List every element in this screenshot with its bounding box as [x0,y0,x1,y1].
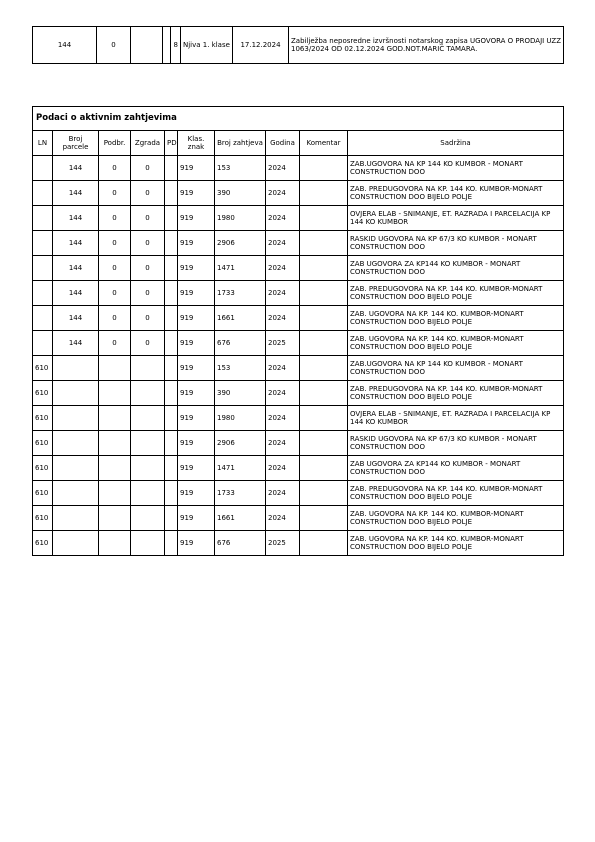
cell-building: 0 [131,256,165,281]
cell-ln [33,181,53,206]
cell-request-number: 1980 [215,406,266,431]
cell-year: 2024 [266,431,300,456]
cell-request-number: 153 [215,356,266,381]
cell-ln: 610 [33,406,53,431]
cell-content: RASKID UGOVORA NA KP 67/3 KO KUMBOR - MONART CONSTRUCTION DOO [348,231,564,256]
cell-pd [165,356,178,381]
cell-klas: 919 [178,381,215,406]
cell-request-number: 1661 [215,306,266,331]
parcel-summary-row [33,27,564,64]
summary-culture: Njiva 1. klase [181,27,233,64]
summary-empty [163,27,171,64]
cell-sub: 0 [99,331,131,356]
cell-pd [165,231,178,256]
header-ln: LN [33,131,53,156]
cell-year: 2024 [266,456,300,481]
cell-sub [99,406,131,431]
cell-ln [33,281,53,306]
cell-comment [300,281,348,306]
cell-building [131,506,165,531]
cell-comment [300,156,348,181]
cell-klas: 919 [178,281,215,306]
table-row [33,281,564,306]
table-row [33,406,564,431]
cell-klas: 919 [178,206,215,231]
section-title: Podaci o aktivnim zahtjevima [32,106,564,130]
cell-pd [165,306,178,331]
cell-klas: 919 [178,256,215,281]
cell-pd [165,381,178,406]
table-row [33,506,564,531]
cell-content: ZAB.UGOVORA NA KP 144 KO KUMBOR - MONART CONSTRUCTION DOO [348,156,564,181]
cell-pd [165,531,178,556]
cell-comment [300,431,348,456]
cell-year: 2024 [266,381,300,406]
cell-sub: 0 [99,306,131,331]
cell-comment [300,306,348,331]
table-row [33,331,564,356]
header-sub: Podbr. [99,131,131,156]
cell-parcel: 144 [53,231,99,256]
cell-klas: 919 [178,356,215,381]
cell-ln: 610 [33,431,53,456]
cell-pd [165,506,178,531]
cell-content: ZAB. PREDUGOVORA NA KP. 144 KO. KUMBOR-MONART CONSTRUCTION DOO BIJELO POLJE [348,281,564,306]
cell-building: 0 [131,281,165,306]
cell-building [131,381,165,406]
cell-ln: 610 [33,356,53,381]
cell-year: 2024 [266,256,300,281]
cell-parcel [53,506,99,531]
cell-comment [300,456,348,481]
cell-comment [300,331,348,356]
cell-request-number: 1980 [215,206,266,231]
cell-comment [300,256,348,281]
cell-sub [99,481,131,506]
cell-pd [165,256,178,281]
cell-klas: 919 [178,481,215,506]
header-parcel: Broj parcele [53,131,99,156]
cell-comment [300,406,348,431]
cell-building: 0 [131,181,165,206]
table-row [33,181,564,206]
cell-request-number: 390 [215,381,266,406]
cell-ln [33,306,53,331]
cell-sub [99,356,131,381]
cell-content: ZAB UGOVORA ZA KP144 KO KUMBOR - MONART CONSTRUCTION DOO [348,256,564,281]
cell-comment [300,481,348,506]
cell-comment [300,231,348,256]
cell-parcel [53,481,99,506]
cell-pd [165,181,178,206]
header-building: Zgrada [131,131,165,156]
cell-parcel: 144 [53,331,99,356]
header-content: Sadržina [348,131,564,156]
cell-year: 2024 [266,156,300,181]
cell-klas: 919 [178,456,215,481]
cell-year: 2024 [266,281,300,306]
cell-pd [165,281,178,306]
header-comment: Komentar [300,131,348,156]
cell-parcel: 144 [53,281,99,306]
cell-content: ZAB.UGOVORA NA KP 144 KO KUMBOR - MONART CONSTRUCTION DOO [348,356,564,381]
cell-year: 2025 [266,531,300,556]
table-row [33,531,564,556]
cell-sub: 0 [99,256,131,281]
cell-comment [300,506,348,531]
cell-year: 2024 [266,306,300,331]
cell-ln: 610 [33,531,53,556]
cell-parcel: 144 [53,206,99,231]
cell-sub: 0 [99,181,131,206]
cell-ln: 610 [33,381,53,406]
cell-ln: 610 [33,456,53,481]
cell-klas: 919 [178,431,215,456]
cell-request-number: 1471 [215,456,266,481]
cell-sub: 0 [99,281,131,306]
cell-ln: 610 [33,506,53,531]
cell-content: ZAB. UGOVORA NA KP. 144 KO. KUMBOR-MONART CONSTRUCTION DOO BIJELO POLJE [348,506,564,531]
cell-content: RASKID UGOVORA NA KP 67/3 KO KUMBOR - MONART CONSTRUCTION DOO [348,431,564,456]
cell-comment [300,206,348,231]
cell-request-number: 390 [215,181,266,206]
cell-ln [33,231,53,256]
cell-year: 2024 [266,206,300,231]
cell-year: 2024 [266,481,300,506]
cell-sub: 0 [99,231,131,256]
cell-year: 2025 [266,331,300,356]
cell-content: ZAB UGOVORA ZA KP144 KO KUMBOR - MONART CONSTRUCTION DOO [348,456,564,481]
cell-ln: 610 [33,481,53,506]
cell-building: 0 [131,331,165,356]
table-row [33,431,564,456]
cell-parcel [53,531,99,556]
cell-parcel: 144 [53,181,99,206]
cell-year: 2024 [266,406,300,431]
cell-year: 2024 [266,506,300,531]
cell-sub [99,531,131,556]
cell-ln [33,156,53,181]
cell-building: 0 [131,156,165,181]
cell-request-number: 676 [215,331,266,356]
header-row [33,131,564,156]
cell-pd [165,456,178,481]
header-pd: PD [165,131,178,156]
cell-klas: 919 [178,306,215,331]
cell-ln [33,206,53,231]
cell-klas: 919 [178,406,215,431]
table-row [33,481,564,506]
cell-sub [99,431,131,456]
cell-comment [300,181,348,206]
cell-building: 0 [131,206,165,231]
cell-building [131,431,165,456]
cell-comment [300,356,348,381]
table-row [33,356,564,381]
cell-parcel: 144 [53,306,99,331]
cell-sub: 0 [99,206,131,231]
summary-parcel: 144 [33,27,97,64]
cell-request-number: 1733 [215,281,266,306]
cell-pd [165,156,178,181]
table-row [33,206,564,231]
cell-content: ZAB. UGOVORA NA KP. 144 KO. KUMBOR-MONART CONSTRUCTION DOO BIJELO POLJE [348,306,564,331]
cell-year: 2024 [266,231,300,256]
table-row [33,156,564,181]
cell-parcel: 144 [53,156,99,181]
parcel-summary-table [32,26,564,64]
cell-klas: 919 [178,331,215,356]
cell-building [131,356,165,381]
cell-request-number: 1471 [215,256,266,281]
cell-content: ZAB. UGOVORA NA KP. 144 KO. KUMBOR-MONART CONSTRUCTION DOO BIJELO POLJE [348,331,564,356]
summary-note: Zabilježba neposredne izvršnosti notarskog zapisa UGOVORA O PRODAJI UZZ 1063/2024 OD 02.12.2024 GOD.NOT.MARIĆ TAMARA. [289,27,564,64]
cell-year: 2024 [266,356,300,381]
cell-sub [99,506,131,531]
cell-parcel [53,406,99,431]
cell-pd [165,206,178,231]
cell-pd [165,481,178,506]
cell-request-number: 2906 [215,431,266,456]
cell-comment [300,531,348,556]
cell-klas: 919 [178,156,215,181]
cell-year: 2024 [266,181,300,206]
table-row [33,456,564,481]
cell-sub: 0 [99,156,131,181]
cell-request-number: 1661 [215,506,266,531]
cell-building [131,406,165,431]
cell-parcel [53,431,99,456]
cell-parcel [53,356,99,381]
summary-sub: 0 [97,27,131,64]
cell-building: 0 [131,231,165,256]
summary-pd: 8 [171,27,181,64]
cell-building [131,531,165,556]
cell-request-number: 2906 [215,231,266,256]
cell-parcel: 144 [53,256,99,281]
cell-ln [33,256,53,281]
table-row [33,231,564,256]
cell-klas: 919 [178,231,215,256]
cell-pd [165,331,178,356]
header-year: Godina [266,131,300,156]
cell-parcel [53,381,99,406]
table-row [33,306,564,331]
active-requests-table [32,130,564,556]
cell-request-number: 153 [215,156,266,181]
cell-request-number: 1733 [215,481,266,506]
summary-date: 17.12.2024 [233,27,289,64]
cell-building [131,481,165,506]
cell-content: ZAB. UGOVORA NA KP. 144 KO. KUMBOR-MONART CONSTRUCTION DOO BIJELO POLJE [348,531,564,556]
table-row [33,381,564,406]
cell-parcel [53,456,99,481]
cell-pd [165,406,178,431]
cell-klas: 919 [178,181,215,206]
summary-building [131,27,163,64]
table-row [33,256,564,281]
header-request-number: Broj zahtjeva [215,131,266,156]
cell-klas: 919 [178,531,215,556]
cell-sub [99,381,131,406]
cell-ln [33,331,53,356]
cell-pd [165,431,178,456]
cell-content: OVJERA ELAB - SNIMANJE, ET. RAZRADA I PARCELACIJA KP 144 KO KUMBOR [348,406,564,431]
header-klas: Klas. znak [178,131,215,156]
cell-sub [99,456,131,481]
cell-content: ZAB. PREDUGOVORA NA KP. 144 KO. KUMBOR-MONART CONSTRUCTION DOO BIJELO POLJE [348,381,564,406]
cell-request-number: 676 [215,531,266,556]
cell-comment [300,381,348,406]
cell-building [131,456,165,481]
cell-content: ZAB. PREDUGOVORA NA KP. 144 KO. KUMBOR-MONART CONSTRUCTION DOO BIJELO POLJE [348,181,564,206]
cell-content: OVJERA ELAB - SNIMANJE, ET. RAZRADA I PARCELACIJA KP 144 KO KUMBOR [348,206,564,231]
cell-building: 0 [131,306,165,331]
cell-klas: 919 [178,506,215,531]
cell-content: ZAB. PREDUGOVORA NA KP. 144 KO. KUMBOR-MONART CONSTRUCTION DOO BIJELO POLJE [348,481,564,506]
